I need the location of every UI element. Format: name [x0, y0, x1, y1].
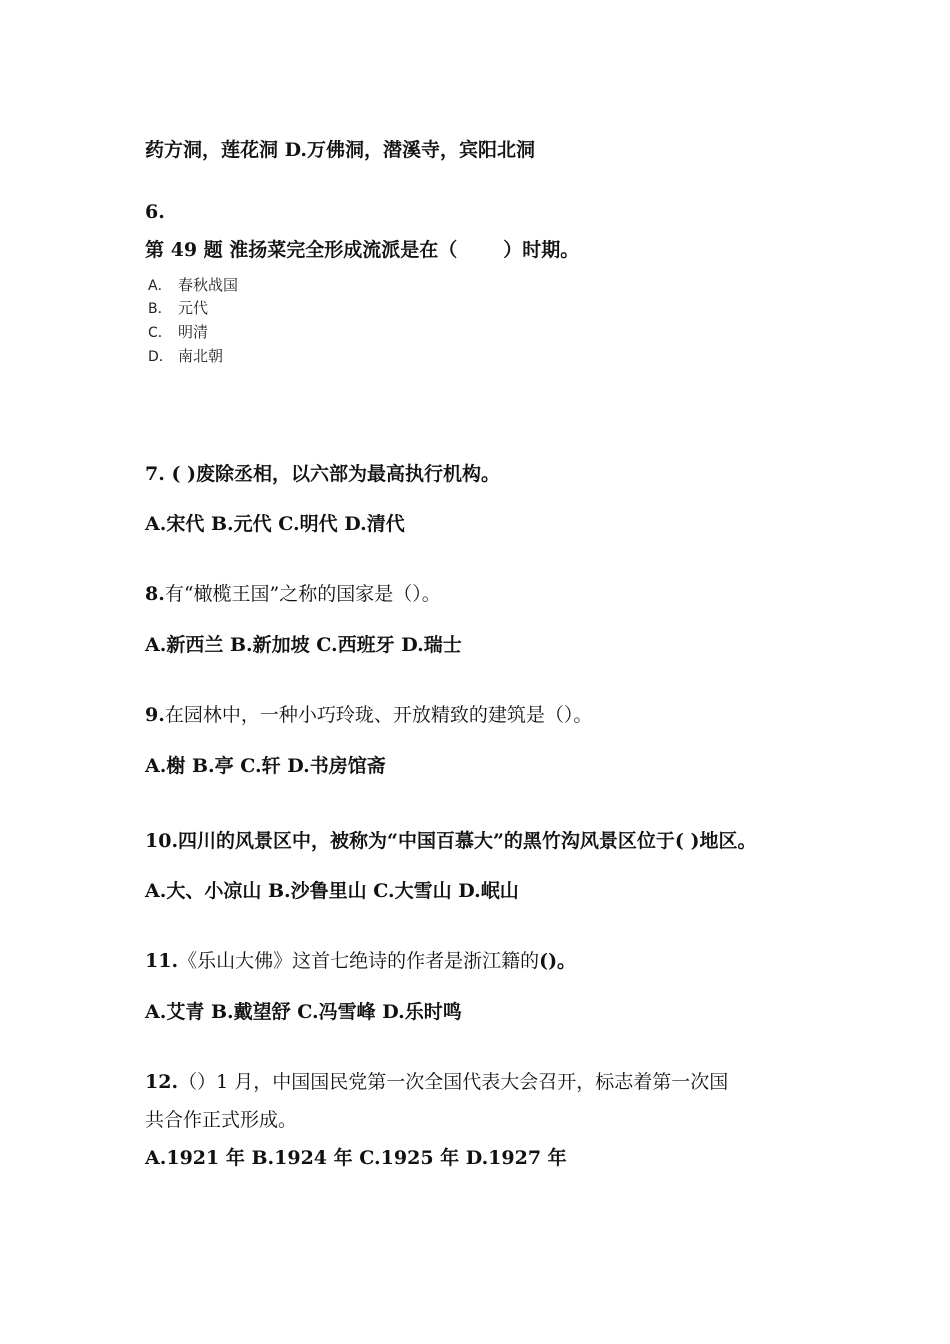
option-letter: C．: [148, 325, 172, 341]
question-9-choices: A.榭 B.亭 C.轩 D.书房馆斋: [145, 755, 386, 777]
question-12-choices: A.1921 年 B.1924 年 C.1925 年 D.1927 年: [145, 1147, 567, 1169]
question-7-stem: 7. ( )废除丞相，以六部为最高执行机构。: [145, 463, 501, 485]
question-10-stem: 10.四川的风景区中，被称为“中国百慕大”的黑竹沟风景区位于( )地区。: [145, 830, 757, 852]
question-9-number: 9.: [145, 704, 165, 726]
option-letter: B．: [148, 301, 172, 317]
option-letter: A．: [148, 278, 172, 294]
question-11-text: 《乐山大佛》这首七绝诗的作者是浙江籍的: [178, 950, 540, 972]
option-text: 元代: [178, 299, 209, 317]
question-11-number: 11.: [145, 950, 179, 972]
question-6-option-c: [148, 323, 208, 342]
question-7-choices: A.宋代 B.元代 C.明代 D.清代: [145, 513, 405, 535]
question-8-number: 8.: [145, 583, 165, 605]
question-8-stem: [145, 582, 441, 606]
question-11-stem-end: ()。: [539, 950, 577, 972]
question-6-stem: [145, 238, 579, 262]
question-6-option-a: [148, 276, 238, 295]
question-6-stem-prefix: 第 49 题 淮扬菜完全形成流派是在（: [145, 239, 458, 261]
question-6-stem-suffix: ）时期。: [503, 239, 580, 261]
option-text: 春秋战国: [178, 276, 239, 294]
question-12-text: （）1 月，中国国民党第一次全国代表大会召开，标志着第一次国: [178, 1071, 729, 1093]
previous-question-fragment: 药方洞，莲花洞 D.万佛洞，潜溪寺，宾阳北洞: [145, 139, 536, 161]
question-9-text: 在园林中，一种小巧玲珑、开放精致的建筑是（）。: [164, 704, 593, 726]
question-6-number: 6.: [145, 201, 165, 223]
question-9-stem: [145, 703, 592, 727]
question-12-number: 12.: [145, 1071, 179, 1093]
question-12-stem-line2: 共合作正式形成。: [145, 1109, 298, 1131]
question-11-choices: A.艾青 B.戴望舒 C.冯雪峰 D.乐时鸣: [145, 1001, 462, 1023]
question-12-stem-line1: [145, 1070, 728, 1094]
question-8-choices: A.新西兰 B.新加坡 C.西班牙 D.瑞士: [145, 634, 462, 656]
question-6-option-b: [148, 299, 208, 318]
option-letter: D．: [148, 349, 173, 365]
question-8-text: 有“橄榄王国”之称的国家是（）。: [164, 583, 441, 605]
question-6-option-d: [148, 347, 223, 366]
question-10-choices: A.大、小凉山 B.沙鲁里山 C.大雪山 D.岷山: [145, 880, 519, 902]
option-text: 明清: [178, 323, 209, 341]
option-text: 南北朝: [178, 347, 224, 365]
question-11-stem: [145, 949, 576, 973]
